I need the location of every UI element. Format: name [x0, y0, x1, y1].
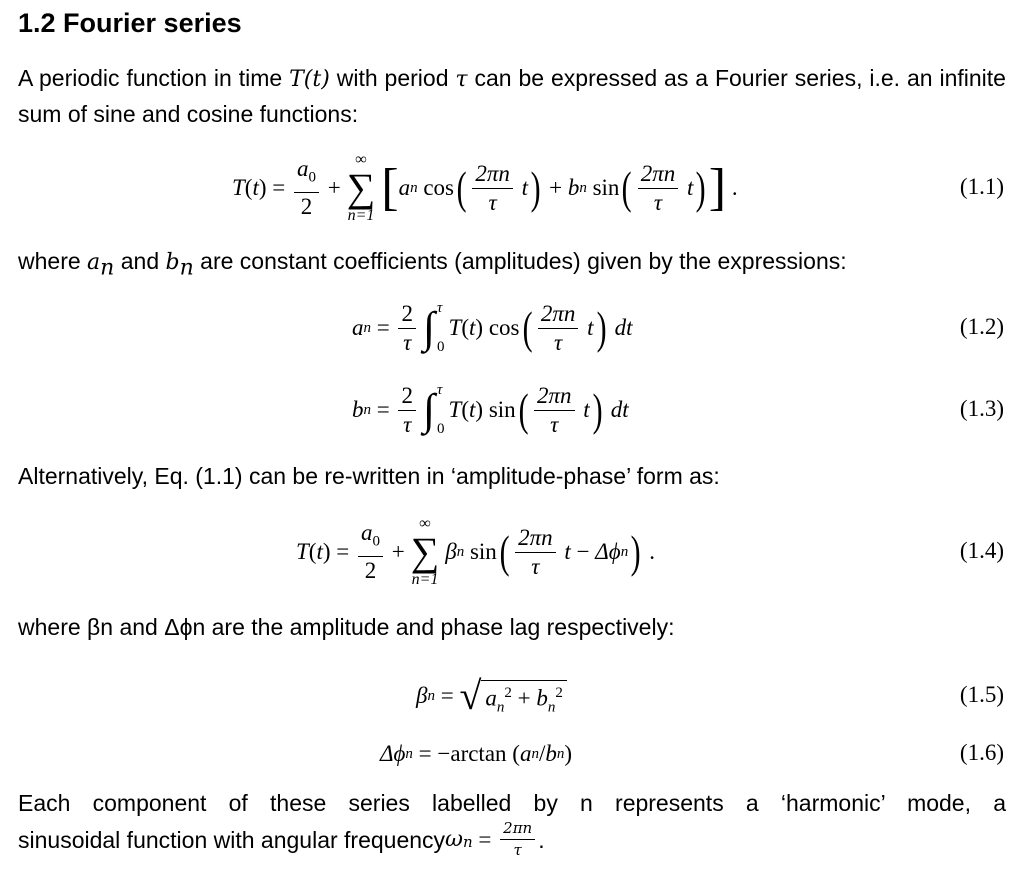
- eq-symbol: T: [232, 175, 245, 200]
- eq-symbol: T: [296, 539, 309, 564]
- eq-sub: n: [496, 699, 505, 715]
- eq-sub: 0: [308, 169, 316, 186]
- eq-symbol: a: [485, 685, 497, 711]
- eq-sub: n: [456, 543, 465, 560]
- equation-1-3: b n = $\frac{2}{\tau}$ ∫ τ 0 T ( t ) sin ( $\frac{2\pi n}{\tau}$ t ) dt (1.3): [352, 382, 1004, 437]
- intro-paragraph: [18, 61, 1006, 131]
- sin-function: sin: [469, 539, 497, 564]
- integral-operator: ∫ τ 0: [422, 382, 445, 437]
- sum-operator: ∞ ∑ n=1: [346, 151, 376, 224]
- eq-symbol: t: [252, 175, 259, 200]
- arctan-function: arctan: [450, 741, 507, 766]
- eq-symbol: b: [352, 397, 364, 422]
- eq-symbol: τ: [488, 189, 497, 215]
- eq-sub: n: [405, 745, 413, 762]
- equation-number: (1.6): [959, 740, 1004, 765]
- eq-symbol: t: [564, 539, 571, 564]
- integral-upper-limit: τ: [437, 300, 443, 316]
- fraction-a0-over-2: [294, 157, 319, 219]
- equation-1-1: T ( t ) = $\frac{a_0}{2}$ + ∞ ∑ n=1 [ a n cos ( $\frac{2\pi n}{\tau}$ t ) + b n sin ( $\frac{2\pi n}{\tau}$ t ) ] . (1.1): [232, 151, 1004, 224]
- eq-sub: n: [363, 401, 371, 418]
- eq-symbol: 2πn: [538, 302, 579, 329]
- harmonic-paragraph-line1: Each component of these series labelled by n represents a ‘harmonic’ mode, a: [18, 790, 1006, 816]
- eq-symbol: dt: [610, 397, 629, 422]
- alternative-paragraph: Alternatively, Eq. (1.1) can be re-written in ‘amplitude-phase’ form as:: [18, 463, 720, 489]
- omega-sub: n: [463, 833, 473, 851]
- eq-symbol: t: [469, 315, 476, 340]
- eq-symbol: 2: [300, 193, 313, 219]
- eq-symbol: t: [316, 539, 323, 564]
- coeff-text-3: are constant coefficients (amplitudes) given by the expressions:: [193, 248, 847, 274]
- eq-sub: n: [427, 687, 435, 704]
- eq-symbol: b: [545, 741, 557, 766]
- eq-symbol: t: [469, 397, 476, 422]
- eq-symbol: a: [297, 156, 309, 182]
- eq-symbol: 2: [398, 384, 416, 411]
- eq-symbol: 2πn: [515, 526, 556, 553]
- sum-upper-limit: ∞: [355, 151, 367, 168]
- coeff-text-2: and: [114, 248, 166, 274]
- eq-symbol: 2πn: [534, 384, 575, 411]
- equation-1-6: Δϕ n = − arctan ( a n / b n ) (1.6): [380, 740, 1004, 766]
- eq-symbol: a: [398, 175, 411, 200]
- fraction-2pin-over-tau: [638, 162, 679, 215]
- fraction-a0-over-2: [358, 521, 383, 583]
- eq-sup: 2: [555, 684, 563, 701]
- sum-lower-limit: n=1: [411, 571, 439, 588]
- eq-symbol: τ: [550, 411, 559, 437]
- equation-1-4: T ( t ) = $\frac{a_0}{2}$ + ∞ ∑ n=1 β n sin ( $\frac{2\pi n}{\tau}$ t − Δϕ n ) . (1.4): [296, 515, 1004, 588]
- eq-symbol: τ: [553, 329, 563, 355]
- fraction-2pin-over-tau: [534, 384, 575, 437]
- eq-symbol: a: [519, 741, 532, 766]
- harmonic-text: sinusoidal function with angular frequency: [18, 826, 446, 853]
- eq-symbol: Δϕ: [380, 741, 406, 766]
- eq-symbol: a: [352, 315, 364, 340]
- eq-symbol: T: [448, 397, 462, 422]
- eq-symbol: t: [687, 175, 694, 200]
- section-heading: 1.2 Fourier series: [18, 8, 242, 38]
- harmonic-paragraph-line2: [18, 820, 1006, 859]
- equation-number: (1.1): [959, 174, 1004, 199]
- period: .: [538, 826, 545, 853]
- eq-symbol: τ: [531, 553, 540, 579]
- eq-symbol: t: [583, 397, 590, 422]
- frac-num: 2πn: [500, 820, 535, 840]
- equation-1-5: β n = √ $a_n^2 + b_n^2$ (1.5): [416, 673, 1004, 718]
- eq-sub: n: [620, 543, 629, 560]
- eq-sup: 2: [504, 684, 512, 701]
- coeff-a: a: [87, 250, 101, 275]
- coeff-b: b: [165, 250, 180, 275]
- eq-sub: n: [531, 745, 539, 762]
- coeff-text-1: where: [18, 248, 88, 274]
- eq-symbol: b: [536, 685, 548, 711]
- integral-lower-limit: 0: [437, 421, 445, 437]
- eq-symbol: dt: [614, 315, 633, 340]
- beta-paragraph: where βn and Δϕn are the amplitude and phase lag respectively:: [18, 614, 675, 640]
- intro-text-3: can be expressed as a Fourier series, i.e. an infinite sum of sine and cosine functions:: [18, 65, 1006, 127]
- sum-operator: ∞ ∑ n=1: [410, 515, 440, 588]
- eq-symbol: τ: [653, 189, 663, 215]
- equation-number: (1.2): [959, 314, 1004, 339]
- eq-sub: n: [410, 179, 418, 196]
- equation-number: (1.4): [959, 538, 1004, 563]
- eq-symbol: 2πn: [638, 162, 679, 189]
- cos-function: cos: [488, 315, 520, 340]
- integral-lower-limit: 0: [437, 339, 445, 355]
- eq-symbol: a: [361, 520, 373, 546]
- eq-symbol: Δϕ: [595, 539, 621, 564]
- square-root: √ $a_n^2 + b_n^2$: [459, 676, 566, 716]
- eq-sub: 0: [372, 533, 380, 550]
- eq-symbol: τ: [403, 329, 412, 355]
- coeff-b-sub: n: [179, 255, 194, 281]
- intro-text-2: with period: [329, 65, 456, 91]
- fraction-2-over-tau: [398, 302, 416, 355]
- fraction-2pin-over-tau: [472, 162, 513, 215]
- frac-den: τ: [513, 841, 522, 859]
- equals-sign: =: [472, 826, 498, 852]
- eq-symbol: t: [521, 175, 528, 200]
- eq-symbol: β: [416, 683, 428, 708]
- sin-function: sin: [488, 397, 516, 422]
- eq-sub: n: [556, 745, 565, 762]
- equation-number: (1.5): [959, 682, 1004, 707]
- integral-upper-limit: τ: [437, 382, 443, 398]
- fraction-2pin-over-tau: [500, 820, 535, 859]
- fraction-2pin-over-tau: [515, 526, 556, 579]
- eq-symbol: 2: [398, 302, 416, 329]
- eq-sub: n: [579, 179, 587, 196]
- fraction-2-over-tau: [398, 384, 416, 437]
- cos-function: cos: [423, 175, 454, 200]
- equation-1-2: a n = $\frac{2}{\tau}$ ∫ τ 0 T ( t ) cos ( $\frac{2\pi n}{\tau}$ t ) dt (1.2): [352, 300, 1004, 355]
- sum-lower-limit: n=1: [347, 207, 375, 224]
- integral-operator: ∫ τ 0: [422, 300, 445, 355]
- sum-upper-limit: ∞: [419, 515, 431, 532]
- intro-T-of-t: T(t): [289, 67, 330, 92]
- equation-number: (1.3): [959, 396, 1004, 421]
- eq-symbol: t: [587, 315, 594, 340]
- eq-symbol: 2: [364, 557, 377, 583]
- intro-text-1: A periodic function in time: [18, 65, 290, 91]
- eq-sub: n: [363, 319, 371, 336]
- coefficients-paragraph: [18, 244, 1006, 286]
- sin-function: sin: [592, 175, 620, 200]
- eq-symbol: β: [445, 539, 457, 564]
- eq-symbol: b: [567, 175, 580, 200]
- omega-symbol: ω: [445, 826, 463, 852]
- eq-sub: n: [547, 699, 556, 715]
- coeff-a-sub: n: [100, 255, 115, 281]
- eq-symbol: T: [448, 315, 462, 340]
- eq-symbol: 2πn: [472, 162, 513, 189]
- fraction-2pin-over-tau: [538, 302, 579, 355]
- intro-tau: τ: [455, 67, 468, 92]
- eq-symbol: τ: [403, 411, 412, 437]
